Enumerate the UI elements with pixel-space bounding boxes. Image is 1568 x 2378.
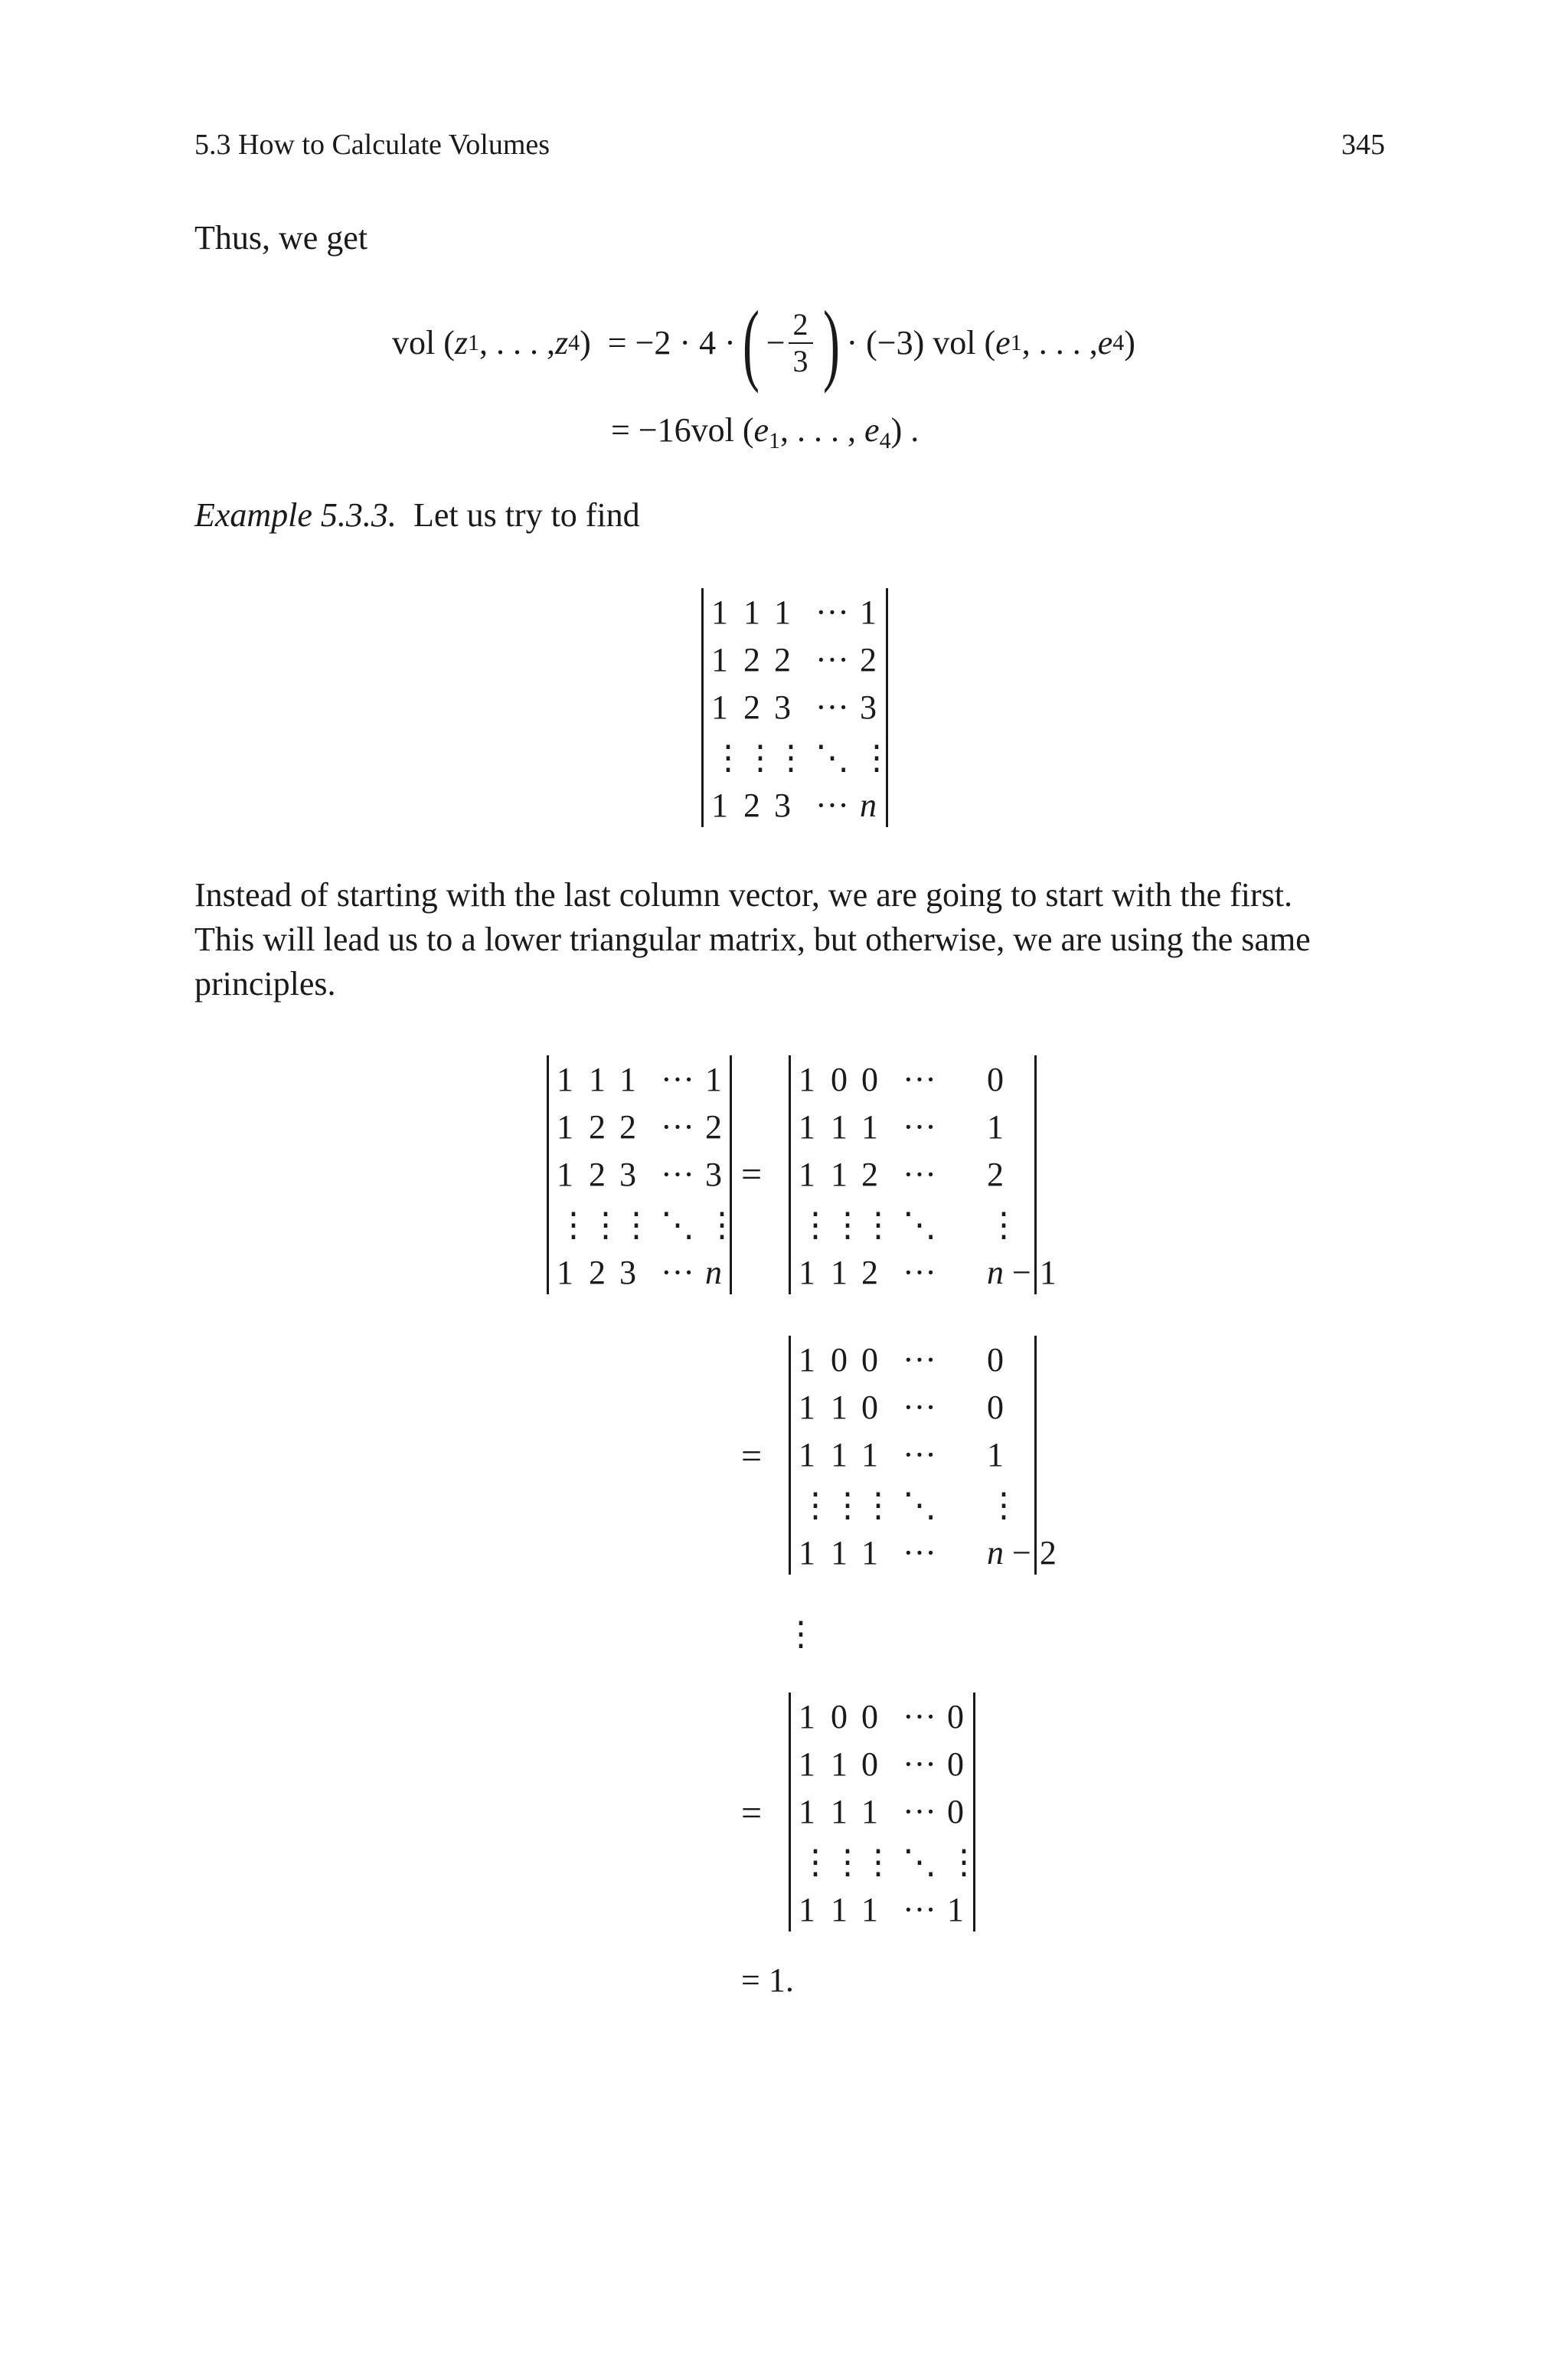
equals-3: = <box>741 1793 763 1833</box>
matrix-cell: ⋮ <box>987 1206 1021 1244</box>
matrix-cell: 0 <box>947 1793 964 1830</box>
matrix-cell: ··· <box>661 1061 694 1098</box>
matrix-cell: ⋮ <box>831 1487 864 1524</box>
matrix-cell: 0 <box>947 1698 964 1735</box>
matrix-row <box>549 1104 730 1150</box>
e-var-1: e <box>995 324 1011 361</box>
rhs-part-1: = −2 · 4 · <box>607 324 736 361</box>
matrix-cell: 3 <box>705 1156 722 1193</box>
matrix-cell: ⋮ <box>711 739 745 777</box>
matrix-cell: n − 1 <box>987 1254 1057 1291</box>
explanation-paragraph <box>194 873 1389 1006</box>
matrix-cell: 0 <box>861 1341 878 1379</box>
matrix-cell: 1 <box>831 1254 848 1291</box>
determinant-a-standalone <box>701 588 893 827</box>
matrix-cell: 0 <box>831 1061 848 1098</box>
matrix-cell: 2 <box>987 1156 1004 1193</box>
matrix-cell: ⋮ <box>861 1487 895 1524</box>
volume-equation-line-2: = −16vol ($e_1$, . . . , $e_4$) . <box>611 411 920 453</box>
matrix-row <box>549 1152 730 1198</box>
matrix-row <box>791 1530 1057 1576</box>
matrix-cell: 1 <box>987 1436 1004 1474</box>
matrix-cell: 1 <box>861 1108 878 1146</box>
matrix-row <box>791 1250 1057 1296</box>
matrix-cell: 1 <box>557 1061 573 1098</box>
matrix-row <box>791 1789 973 1835</box>
matrix-cell: 0 <box>861 1389 878 1426</box>
matrix-cell: 0 <box>987 1389 1004 1426</box>
example-label: Example 5.3.3. <box>194 496 397 534</box>
paragraph-line-1: Instead of starting with the last column vector, we are going to start with the first. <box>194 876 1292 914</box>
matrix-cell: 2 <box>705 1108 722 1146</box>
determinant-b <box>789 1055 1057 1294</box>
matrix-cell: 2 <box>589 1108 606 1146</box>
matrix-cell: ··· <box>903 1436 936 1474</box>
line2-prefix: = −16vol <box>611 411 734 449</box>
matrix-cell: 3 <box>774 787 791 824</box>
matrix-cell: 2 <box>861 1156 878 1193</box>
matrix-cell: 2 <box>589 1156 606 1193</box>
z-var: z <box>454 324 469 361</box>
matrix-cell: 1 <box>711 594 728 631</box>
matrix-cell: 2 <box>860 641 877 679</box>
matrix-cell: ··· <box>903 1341 936 1379</box>
matrix-cell: 1 <box>711 787 728 824</box>
matrix-cell: 2 <box>743 787 760 824</box>
matrix-cell: ⋮ <box>831 1206 864 1244</box>
running-header-section: 5.3 How to Calculate Volumes <box>194 129 550 161</box>
separator-2: , . . . , <box>1021 324 1098 361</box>
matrix-cell: 3 <box>860 689 877 726</box>
z-var-4: z <box>555 324 569 361</box>
matrix-row <box>704 590 886 636</box>
page-number: 345 <box>1341 129 1385 161</box>
fraction-numerator: 2 <box>789 309 813 344</box>
matrix-cell: ··· <box>815 594 849 631</box>
matrix-cell: ··· <box>903 1108 936 1146</box>
matrix-row <box>791 1152 1034 1198</box>
matrix-cell: 0 <box>947 1745 964 1783</box>
matrix-cell: 1 <box>589 1061 606 1098</box>
matrix-cell: 1 <box>861 1436 878 1474</box>
matrix-cell: ··· <box>815 689 849 726</box>
paragraph-line-3: principles. <box>194 965 336 1003</box>
matrix-cell: 2 <box>743 689 760 726</box>
matrix-row <box>549 1057 730 1103</box>
matrix-cell: ⋮ <box>774 739 808 777</box>
matrix-row <box>791 1202 1034 1248</box>
equals-1: = <box>741 1154 763 1195</box>
matrix-cell: 1 <box>861 1534 878 1572</box>
volume-equation-line-1: vol ( z 1 , . . . , z 4 ) = −2 · 4 · ( − $\frac{2}{3}$ ) · (−3) vol ( e 1 , . . . , e 4 ) <box>392 292 1135 394</box>
matrix-cell: 2 <box>861 1254 878 1291</box>
matrix-cell: 1 <box>831 1156 848 1193</box>
matrix-cell: ··· <box>903 1534 936 1572</box>
matrix-row <box>791 1104 1034 1150</box>
matrix-cell: 1 <box>619 1061 636 1098</box>
matrix-cell: 1 <box>831 1745 848 1783</box>
matrix-cell: 1 <box>799 1254 815 1291</box>
matrix-cell: 3 <box>619 1254 636 1291</box>
matrix-cell: ⋱ <box>903 1487 936 1524</box>
matrix-cell: 1 <box>799 1389 815 1426</box>
e-sub-1b: 1 <box>769 428 781 453</box>
matrix-cell: ⋮ <box>743 739 777 777</box>
equals-2: = <box>741 1436 763 1477</box>
matrix-cell: n − 2 <box>987 1534 1057 1572</box>
left-paren: ( <box>742 292 760 394</box>
matrix-row <box>791 1887 973 1933</box>
matrix-cell: n <box>705 1254 722 1291</box>
matrix-cell: 1 <box>799 1793 815 1830</box>
final-result: = 1. <box>741 1961 794 1999</box>
matrix-cell: 1 <box>799 1108 815 1146</box>
matrix-cell: 2 <box>619 1108 636 1146</box>
matrix-cell: 1 <box>831 1436 848 1474</box>
matrix-cell: 1 <box>557 1156 573 1193</box>
matrix-cell: 1 <box>799 1745 815 1783</box>
matrix-cell: 1 <box>799 1534 815 1572</box>
matrix-cell: 1 <box>831 1793 848 1830</box>
separator: , . . . , <box>479 324 556 361</box>
matrix-cell: 1 <box>860 594 877 631</box>
matrix-cell: 1 <box>799 1891 815 1928</box>
matrix-cell: ··· <box>661 1254 694 1291</box>
matrix-cell: ⋮ <box>861 1843 895 1881</box>
matrix-cell: ··· <box>661 1108 694 1146</box>
e-var-4: e <box>1097 324 1113 361</box>
matrix-cell: 3 <box>774 689 791 726</box>
separator-3: , . . . , <box>780 411 865 449</box>
matrix-row <box>704 735 893 781</box>
matrix-row <box>791 1057 1034 1103</box>
matrix-cell: ··· <box>903 1254 936 1291</box>
matrix-cell: 1 <box>799 1698 815 1735</box>
matrix-cell: 2 <box>774 641 791 679</box>
vertical-ellipsis: ⋮ <box>784 1615 818 1653</box>
matrix-cell: 1 <box>831 1389 848 1426</box>
matrix-row <box>791 1483 1034 1529</box>
matrix-cell: 0 <box>861 1061 878 1098</box>
rhs-part-2: · (−3) vol <box>846 324 976 361</box>
matrix-cell: 1 <box>799 1436 815 1474</box>
matrix-cell: 1 <box>743 594 760 631</box>
matrix-cell: 2 <box>589 1254 606 1291</box>
matrix-cell: 1 <box>557 1254 573 1291</box>
matrix-row <box>791 1742 973 1788</box>
matrix-cell: 1 <box>861 1793 878 1830</box>
matrix-cell: ⋮ <box>799 1206 832 1244</box>
matrix-cell: 1 <box>861 1891 878 1928</box>
e-sub-4b: 4 <box>879 428 891 453</box>
fraction <box>789 309 813 378</box>
matrix-cell: 1 <box>557 1108 573 1146</box>
matrix-cell: 1 <box>774 594 791 631</box>
example-line <box>194 493 640 538</box>
matrix-row <box>704 637 886 683</box>
matrix-cell: ··· <box>903 1389 936 1426</box>
matrix-cell: ⋱ <box>661 1206 694 1244</box>
matrix-cell: 3 <box>619 1156 636 1193</box>
matrix-cell: ⋱ <box>903 1843 936 1881</box>
matrix-cell: ⋱ <box>903 1206 936 1244</box>
matrix-cell: 1 <box>711 689 728 726</box>
matrix-cell: ⋮ <box>987 1487 1021 1524</box>
matrix-cell: ⋮ <box>705 1206 739 1244</box>
matrix-cell: ⋮ <box>860 739 893 777</box>
matrix-cell: ⋮ <box>799 1843 832 1881</box>
line2-suffix: . <box>902 411 920 449</box>
matrix-cell: ··· <box>903 1891 936 1928</box>
matrix-cell: 1 <box>987 1108 1004 1146</box>
matrix-cell: ··· <box>903 1156 936 1193</box>
matrix-cell: ··· <box>661 1156 694 1193</box>
matrix-cell: ··· <box>815 641 849 679</box>
matrix-cell: 1 <box>799 1061 815 1098</box>
matrix-cell: ⋮ <box>831 1843 864 1881</box>
e-var-4b: e <box>864 411 880 449</box>
matrix-row <box>549 1202 739 1248</box>
e-var-1b: e <box>753 411 769 449</box>
matrix-row <box>791 1432 1034 1478</box>
matrix-cell: ⋮ <box>619 1206 653 1244</box>
matrix-cell: 1 <box>711 641 728 679</box>
vol-func: vol <box>392 324 436 361</box>
fraction-denominator: 3 <box>792 344 808 378</box>
determinant-a <box>547 1055 739 1294</box>
matrix-row <box>791 1694 973 1740</box>
matrix-cell: ⋮ <box>799 1487 832 1524</box>
matrix-cell: 1 <box>799 1156 815 1193</box>
matrix-cell: ⋮ <box>557 1206 590 1244</box>
matrix-cell: ··· <box>903 1061 936 1098</box>
matrix-cell: 1 <box>831 1891 848 1928</box>
matrix-cell: ⋮ <box>947 1843 981 1881</box>
matrix-row <box>704 783 886 829</box>
matrix-row <box>549 1250 730 1296</box>
determinant-c <box>789 1336 1057 1575</box>
matrix-cell: 1 <box>831 1108 848 1146</box>
example-text: Let us try to find <box>413 496 640 534</box>
matrix-cell: ··· <box>815 787 849 824</box>
matrix-cell: 1 <box>831 1534 848 1572</box>
matrix-cell: ⋮ <box>861 1206 895 1244</box>
matrix-row <box>791 1337 1034 1383</box>
matrix-row <box>791 1385 1034 1431</box>
matrix-row <box>704 685 886 731</box>
paragraph-line-2: This will lead us to a lower triangular matrix, but otherwise, we are using the same <box>194 921 1311 958</box>
matrix-cell: 1 <box>947 1891 964 1928</box>
matrix-cell: 1 <box>705 1061 722 1098</box>
right-paren: ) <box>822 292 840 394</box>
matrix-cell: 0 <box>861 1698 878 1735</box>
matrix-cell: ⋱ <box>815 739 849 777</box>
matrix-row <box>791 1840 981 1886</box>
matrix-cell: ··· <box>903 1745 936 1783</box>
matrix-cell: ··· <box>903 1698 936 1735</box>
matrix-cell: ··· <box>903 1793 936 1830</box>
determinant-d <box>789 1693 981 1932</box>
matrix-cell: 1 <box>799 1341 815 1379</box>
matrix-cell: 0 <box>987 1341 1004 1379</box>
matrix-cell: ⋮ <box>589 1206 622 1244</box>
matrix-cell: 0 <box>831 1341 848 1379</box>
matrix-cell: 0 <box>987 1061 1004 1098</box>
matrix-cell: 2 <box>743 641 760 679</box>
intro-text: Thus, we get <box>194 219 368 257</box>
matrix-cell: n <box>860 787 877 824</box>
matrix-cell: 0 <box>861 1745 878 1783</box>
matrix-cell: 0 <box>831 1698 848 1735</box>
